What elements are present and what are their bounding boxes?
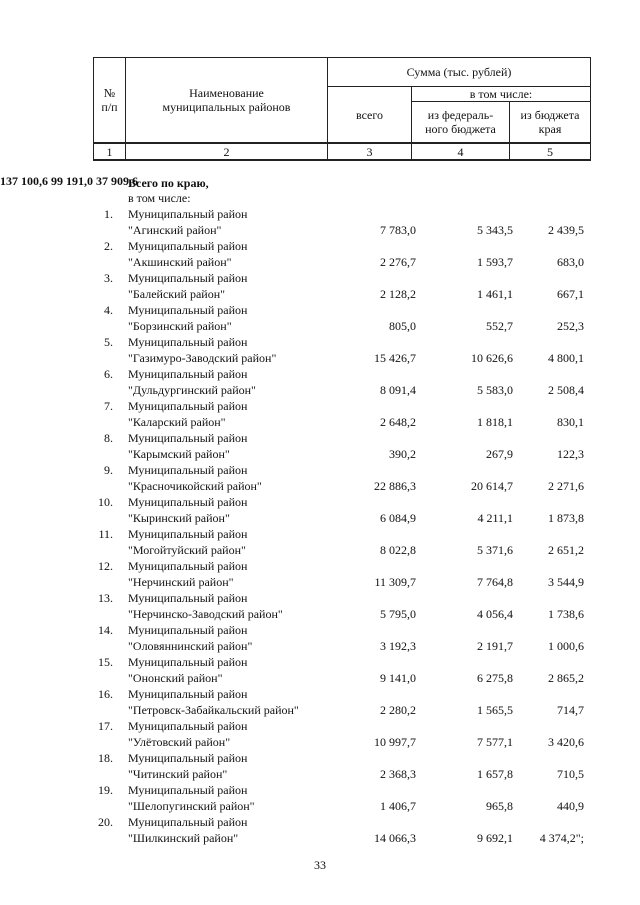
row-number: 19. <box>98 783 113 797</box>
district-regional: 3 544,9 <box>548 575 584 589</box>
district-total: 3 192,3 <box>380 639 416 653</box>
table-row <box>0 494 640 526</box>
district-total: 1 406,7 <box>380 799 416 813</box>
district-name: "Шилкинский район" <box>128 831 239 845</box>
table-row <box>0 302 640 334</box>
district-regional: 683,0 <box>557 255 584 269</box>
district-name: "Кыринский район" <box>128 511 230 525</box>
district-total: 5 795,0 <box>380 607 416 621</box>
row-number: 4. <box>104 303 113 317</box>
district-name: "Каларский район" <box>128 415 226 429</box>
district-regional: 830,1 <box>557 415 584 429</box>
district-total: 2 648,2 <box>380 415 416 429</box>
column-number: 5 <box>510 143 591 160</box>
district-federal: 5 371,6 <box>477 543 513 557</box>
district-federal: 1 657,8 <box>477 767 513 781</box>
row-number: 1. <box>104 207 113 221</box>
table-row <box>0 206 640 238</box>
district-total: 390,2 <box>389 447 416 461</box>
district-federal: 6 275,8 <box>477 671 513 685</box>
table-row <box>0 782 640 814</box>
district-total: 10 997,7 <box>374 735 416 749</box>
district-name: "Оловяннинский район" <box>128 639 253 653</box>
district-total: 2 128,2 <box>380 287 416 301</box>
row-number: 11. <box>98 527 113 541</box>
district-total: 8 091,4 <box>380 383 416 397</box>
district-regional: 2 271,6 <box>548 479 584 493</box>
district-regional: 2 439,5 <box>548 223 584 237</box>
district-federal: 965,8 <box>486 799 513 813</box>
district-type: Муниципальный район <box>128 399 248 413</box>
district-regional: 4 374,2"; <box>539 831 584 845</box>
district-list <box>0 206 640 846</box>
district-name: "Нерчинский район" <box>128 575 234 589</box>
header-including-column: в том числе: <box>412 87 591 102</box>
table-row <box>0 558 640 590</box>
row-number: 8. <box>104 431 113 445</box>
district-type: Муниципальный район <box>128 207 248 221</box>
district-name: "Агинский район" <box>128 223 222 237</box>
table-row <box>0 238 640 270</box>
district-federal: 9 692,1 <box>477 831 513 845</box>
district-type: Муниципальный район <box>128 495 248 509</box>
district-name: "Петровск-Забайкальский район" <box>128 703 299 717</box>
row-number: 2. <box>104 239 113 253</box>
district-federal: 7 764,8 <box>477 575 513 589</box>
district-name: "Балейский район" <box>128 287 226 301</box>
row-number: 12. <box>98 559 113 573</box>
district-total: 11 309,7 <box>374 575 416 589</box>
district-total: 2 368,3 <box>380 767 416 781</box>
row-number: 7. <box>104 399 113 413</box>
header-number-column: № п/п <box>94 58 126 144</box>
row-number: 15. <box>98 655 113 669</box>
district-regional: 252,3 <box>557 319 584 333</box>
header-sum-column: Сумма (тыс. рублей) <box>328 58 591 87</box>
district-total: 14 066,3 <box>374 831 416 845</box>
district-type: Муниципальный район <box>128 655 248 669</box>
district-federal: 552,7 <box>486 319 513 333</box>
table-row <box>0 270 640 302</box>
table-row <box>0 590 640 622</box>
district-federal: 7 577,1 <box>477 735 513 749</box>
header-regional-column: из бюджета края <box>510 102 591 144</box>
table-row <box>0 398 640 430</box>
district-type: Муниципальный район <box>128 463 248 477</box>
district-total: 9 141,0 <box>380 671 416 685</box>
district-name: "Карымский район" <box>128 447 230 461</box>
table-row <box>0 366 640 398</box>
district-type: Муниципальный район <box>128 527 248 541</box>
district-name: "Красночикойский район" <box>128 479 262 493</box>
district-federal: 1 565,5 <box>477 703 513 717</box>
row-number: 18. <box>98 751 113 765</box>
district-total: 7 783,0 <box>380 223 416 237</box>
district-name: "Читинский район" <box>128 767 228 781</box>
row-number: 14. <box>98 623 113 637</box>
header-name-column: Наименование муниципальных районов <box>126 58 328 144</box>
row-number: 9. <box>104 463 113 477</box>
row-number: 3. <box>104 271 113 285</box>
district-type: Муниципальный район <box>128 751 248 765</box>
table-row <box>0 686 640 718</box>
district-total: 8 022,8 <box>380 543 416 557</box>
column-number: 3 <box>328 143 412 160</box>
district-regional: 2 508,4 <box>548 383 584 397</box>
district-federal: 2 191,7 <box>477 639 513 653</box>
column-number: 1 <box>94 143 126 160</box>
row-number: 5. <box>104 335 113 349</box>
district-regional: 714,7 <box>557 703 584 717</box>
total-regional: 37 909,6 <box>96 174 138 188</box>
district-federal: 20 614,7 <box>471 479 513 493</box>
district-name: "Борзинский район" <box>128 319 232 333</box>
table-row <box>0 654 640 686</box>
district-type: Муниципальный район <box>128 623 248 637</box>
district-type: Муниципальный район <box>128 687 248 701</box>
district-name: "Ононский район" <box>128 671 223 685</box>
district-name: "Улётовский район" <box>128 735 231 749</box>
row-number: 6. <box>104 367 113 381</box>
total-federal: 99 191,0 <box>51 174 93 188</box>
district-total: 2 276,7 <box>380 255 416 269</box>
district-type: Муниципальный район <box>128 303 248 317</box>
district-regional: 3 420,6 <box>548 735 584 749</box>
table-row <box>0 718 640 750</box>
district-name: "Нерчинско-Заводский район" <box>128 607 283 621</box>
table-row <box>0 814 640 846</box>
district-name: "Могойтуйский район" <box>128 543 246 557</box>
total-sublabel: в том числе: <box>128 191 191 205</box>
table-row <box>0 526 640 558</box>
district-regional: 1 738,6 <box>548 607 584 621</box>
row-number: 20. <box>98 815 113 829</box>
district-regional: 440,9 <box>557 799 584 813</box>
district-regional: 4 800,1 <box>548 351 584 365</box>
row-number: 10. <box>98 495 113 509</box>
district-name: "Дульдургинский район" <box>128 383 256 397</box>
district-federal: 10 626,6 <box>471 351 513 365</box>
table-row <box>0 622 640 654</box>
district-regional: 2 651,2 <box>548 543 584 557</box>
district-name: "Акшинский район" <box>128 255 232 269</box>
column-number: 2 <box>126 143 328 160</box>
total-sum: 137 100,6 <box>0 174 48 188</box>
district-type: Муниципальный район <box>128 719 248 733</box>
table-row <box>0 750 640 782</box>
district-regional: 2 865,2 <box>548 671 584 685</box>
header-total-column: всего <box>328 87 412 144</box>
total-label: Всего по краю, <box>128 176 209 190</box>
district-type: Муниципальный район <box>128 271 248 285</box>
table-header <box>93 57 591 161</box>
column-numbers-row <box>94 143 591 160</box>
district-federal: 267,9 <box>486 447 513 461</box>
row-number: 13. <box>98 591 113 605</box>
district-federal: 5 343,5 <box>477 223 513 237</box>
row-number: 17. <box>98 719 113 733</box>
district-type: Муниципальный район <box>128 431 248 445</box>
district-total: 2 280,2 <box>380 703 416 717</box>
total-row <box>0 174 640 206</box>
district-regional: 1 000,6 <box>548 639 584 653</box>
district-total: 6 084,9 <box>380 511 416 525</box>
district-type: Муниципальный район <box>128 335 248 349</box>
district-total: 805,0 <box>389 319 416 333</box>
page-number: 33 <box>314 858 326 872</box>
district-type: Муниципальный район <box>128 591 248 605</box>
district-regional: 122,3 <box>557 447 584 461</box>
district-type: Муниципальный район <box>128 559 248 573</box>
district-type: Муниципальный район <box>128 815 248 829</box>
district-name: "Шелопугинский район" <box>128 799 255 813</box>
table-body <box>0 174 640 846</box>
column-number: 4 <box>412 143 510 160</box>
district-federal: 1 593,7 <box>477 255 513 269</box>
table-row <box>0 430 640 462</box>
district-total: 22 886,3 <box>374 479 416 493</box>
table-row <box>0 462 640 494</box>
district-federal: 4 056,4 <box>477 607 513 621</box>
district-federal: 4 211,1 <box>477 511 513 525</box>
district-federal: 1 461,1 <box>477 287 513 301</box>
row-number: 16. <box>98 687 113 701</box>
district-regional: 1 873,8 <box>548 511 584 525</box>
header-federal-column: из федераль- ного бюджета <box>412 102 510 144</box>
district-regional: 667,1 <box>557 287 584 301</box>
district-regional: 710,5 <box>557 767 584 781</box>
district-name: "Газимуро-Заводский район" <box>128 351 277 365</box>
district-type: Муниципальный район <box>128 367 248 381</box>
table-row <box>0 334 640 366</box>
district-type: Муниципальный район <box>128 239 248 253</box>
district-federal: 1 818,1 <box>477 415 513 429</box>
district-total: 15 426,7 <box>374 351 416 365</box>
district-federal: 5 583,0 <box>477 383 513 397</box>
district-type: Муниципальный район <box>128 783 248 797</box>
